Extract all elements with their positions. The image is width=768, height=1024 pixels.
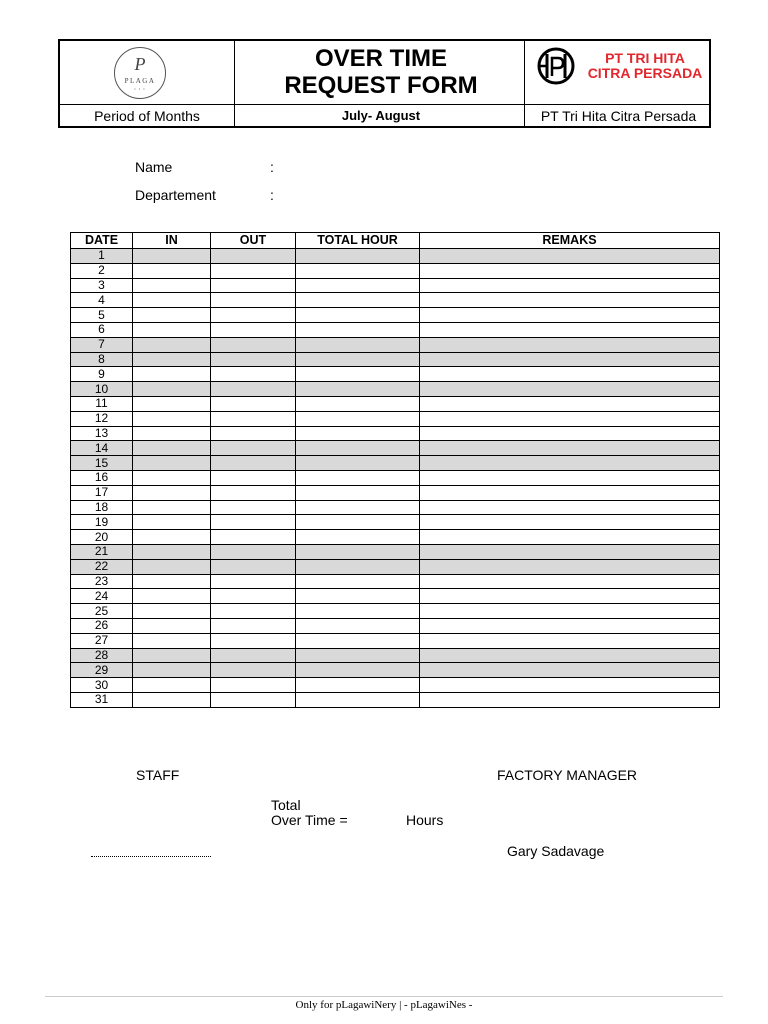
table-row (71, 692, 720, 707)
date-cell: 23 (71, 574, 133, 589)
total-hour-cell[interactable] (296, 308, 420, 323)
in-cell[interactable] (133, 589, 211, 604)
out-cell[interactable] (211, 308, 296, 323)
period-label: Period of Months (94, 108, 200, 124)
table-row (71, 278, 720, 293)
total-label: Total (271, 797, 301, 813)
out-cell[interactable] (211, 648, 296, 663)
total-hour-cell[interactable] (296, 337, 420, 352)
in-cell[interactable] (133, 559, 211, 574)
total-hour-cell[interactable] (296, 293, 420, 308)
name-colon: : (270, 159, 274, 175)
remarks-cell[interactable] (420, 322, 720, 337)
date-cell: 20 (71, 530, 133, 545)
table-row (71, 678, 720, 693)
in-cell[interactable] (133, 663, 211, 678)
remarks-cell[interactable] (420, 500, 720, 515)
remarks-cell[interactable] (420, 411, 720, 426)
table-row (71, 367, 720, 382)
header-divider (234, 41, 235, 126)
in-cell[interactable] (133, 515, 211, 530)
remarks-cell[interactable] (420, 574, 720, 589)
out-cell[interactable] (211, 470, 296, 485)
out-cell[interactable] (211, 589, 296, 604)
out-cell[interactable] (211, 559, 296, 574)
table-body (71, 249, 720, 708)
out-cell[interactable] (211, 618, 296, 633)
in-cell[interactable] (133, 692, 211, 707)
total-hour-cell[interactable] (296, 278, 420, 293)
out-cell[interactable] (211, 367, 296, 382)
remarks-cell[interactable] (420, 441, 720, 456)
date-cell: 16 (71, 470, 133, 485)
date-cell: 5 (71, 308, 133, 323)
remarks-cell[interactable] (420, 456, 720, 471)
company-logo-text (580, 51, 710, 81)
date-cell: 9 (71, 367, 133, 382)
remarks-cell[interactable] (420, 692, 720, 707)
header-total-hour: TOTAL HOUR (296, 233, 420, 249)
out-cell[interactable] (211, 441, 296, 456)
company-emblem-icon (536, 46, 576, 86)
in-cell[interactable] (133, 574, 211, 589)
in-cell[interactable] (133, 604, 211, 619)
form-title (236, 45, 526, 99)
staff-signature-line (91, 856, 211, 857)
in-cell[interactable] (133, 263, 211, 278)
total-hour-cell[interactable] (296, 367, 420, 382)
manager-name: Gary Sadavage (507, 843, 605, 859)
date-cell: 19 (71, 515, 133, 530)
company-name: PT Tri Hita Citra Persada (540, 108, 697, 124)
plaga-logo-text: PLAGA (124, 77, 156, 85)
date-cell: 17 (71, 485, 133, 500)
total-hour-cell[interactable] (296, 633, 420, 648)
table-row (71, 470, 720, 485)
table-row (71, 293, 720, 308)
header-divider (60, 104, 709, 105)
form-title-line2: REQUEST FORM (284, 72, 478, 99)
out-cell[interactable] (211, 663, 296, 678)
plaga-logo-sub: • • • (134, 86, 146, 91)
table-row (71, 396, 720, 411)
remarks-cell[interactable] (420, 633, 720, 648)
company-logo-line2: CITRA PERSADA (587, 65, 703, 81)
remarks-cell[interactable] (420, 530, 720, 545)
name-label: Name (135, 159, 173, 175)
date-cell: 3 (71, 278, 133, 293)
total-hour-cell[interactable] (296, 663, 420, 678)
overtime-table (70, 232, 720, 708)
table-row (71, 441, 720, 456)
hours-label: Hours (406, 812, 444, 828)
in-cell[interactable] (133, 293, 211, 308)
out-cell[interactable] (211, 249, 296, 264)
total-hour-cell[interactable] (296, 530, 420, 545)
table-row (71, 618, 720, 633)
out-cell[interactable] (211, 352, 296, 367)
remarks-cell[interactable] (420, 337, 720, 352)
remarks-cell[interactable] (420, 308, 720, 323)
total-hour-cell[interactable] (296, 500, 420, 515)
in-cell[interactable] (133, 530, 211, 545)
out-cell[interactable] (211, 322, 296, 337)
out-cell[interactable] (211, 396, 296, 411)
table-row (71, 352, 720, 367)
in-cell[interactable] (133, 337, 211, 352)
table-row (71, 648, 720, 663)
in-cell[interactable] (133, 618, 211, 633)
remarks-cell[interactable] (420, 604, 720, 619)
table-row (71, 544, 720, 559)
out-cell[interactable] (211, 278, 296, 293)
remarks-cell[interactable] (420, 249, 720, 264)
in-cell[interactable] (133, 352, 211, 367)
remarks-cell[interactable] (420, 426, 720, 441)
date-cell: 13 (71, 426, 133, 441)
total-hour-cell[interactable] (296, 322, 420, 337)
in-cell[interactable] (133, 678, 211, 693)
table-row (71, 308, 720, 323)
date-cell: 28 (71, 648, 133, 663)
header-date: DATE (71, 233, 133, 249)
table-row (71, 574, 720, 589)
date-cell: 18 (71, 500, 133, 515)
out-cell[interactable] (211, 337, 296, 352)
in-cell[interactable] (133, 367, 211, 382)
date-cell: 15 (71, 456, 133, 471)
table-row (71, 249, 720, 264)
out-cell[interactable] (211, 382, 296, 397)
table-row (71, 530, 720, 545)
date-cell: 7 (71, 337, 133, 352)
overtime-total-label: Over Time = (271, 812, 348, 828)
in-cell[interactable] (133, 633, 211, 648)
form-title-line1: OVER TIME (314, 45, 447, 72)
in-cell[interactable] (133, 544, 211, 559)
date-cell: 8 (71, 352, 133, 367)
out-cell[interactable] (211, 574, 296, 589)
remarks-cell[interactable] (420, 678, 720, 693)
remarks-cell[interactable] (420, 352, 720, 367)
table-row (71, 485, 720, 500)
out-cell[interactable] (211, 426, 296, 441)
out-cell[interactable] (211, 456, 296, 471)
table-row (71, 589, 720, 604)
date-cell: 12 (71, 411, 133, 426)
out-cell[interactable] (211, 411, 296, 426)
total-hour-cell[interactable] (296, 604, 420, 619)
manager-label: FACTORY MANAGER (497, 767, 638, 783)
table-row (71, 500, 720, 515)
in-cell[interactable] (133, 278, 211, 293)
out-cell[interactable] (211, 263, 296, 278)
form-header (58, 39, 711, 128)
header-in: IN (133, 233, 211, 249)
department-colon: : (270, 187, 274, 203)
remarks-cell[interactable] (420, 278, 720, 293)
header-remarks: REMAKS (420, 233, 720, 249)
table-row (71, 411, 720, 426)
in-cell[interactable] (133, 485, 211, 500)
out-cell[interactable] (211, 678, 296, 693)
total-hour-cell[interactable] (296, 470, 420, 485)
table-header-row (71, 233, 720, 249)
date-cell: 30 (71, 678, 133, 693)
out-cell[interactable] (211, 604, 296, 619)
out-cell[interactable] (211, 293, 296, 308)
out-cell[interactable] (211, 692, 296, 707)
in-cell[interactable] (133, 500, 211, 515)
date-cell: 25 (71, 604, 133, 619)
in-cell[interactable] (133, 470, 211, 485)
date-cell: 1 (71, 249, 133, 264)
total-hour-cell[interactable] (296, 352, 420, 367)
out-cell[interactable] (211, 544, 296, 559)
remarks-cell[interactable] (420, 559, 720, 574)
remarks-cell[interactable] (420, 544, 720, 559)
in-cell[interactable] (133, 396, 211, 411)
date-cell: 26 (71, 618, 133, 633)
total-hour-cell[interactable] (296, 485, 420, 500)
remarks-cell[interactable] (420, 618, 720, 633)
table-row (71, 633, 720, 648)
footer-text: Only for pLagawiNery | - pLagawiNes - (295, 999, 473, 1011)
in-cell[interactable] (133, 249, 211, 264)
table-row (71, 382, 720, 397)
table-row (71, 663, 720, 678)
remarks-cell[interactable] (420, 367, 720, 382)
remarks-cell[interactable] (420, 648, 720, 663)
total-hour-cell[interactable] (296, 426, 420, 441)
remarks-cell[interactable] (420, 470, 720, 485)
staff-label: STAFF (136, 767, 180, 783)
total-hour-cell[interactable] (296, 411, 420, 426)
table-row (71, 604, 720, 619)
plaga-logo (114, 47, 166, 99)
table-row (71, 322, 720, 337)
table-row (71, 263, 720, 278)
total-hour-cell[interactable] (296, 263, 420, 278)
department-label: Departement (135, 187, 216, 203)
total-hour-cell[interactable] (296, 456, 420, 471)
period-value: July- August (341, 108, 421, 123)
date-cell: 4 (71, 293, 133, 308)
in-cell[interactable] (133, 322, 211, 337)
total-hour-cell[interactable] (296, 648, 420, 663)
table-row (71, 456, 720, 471)
remarks-cell[interactable] (420, 515, 720, 530)
in-cell[interactable] (133, 411, 211, 426)
remarks-cell[interactable] (420, 263, 720, 278)
total-hour-cell[interactable] (296, 544, 420, 559)
total-hour-cell[interactable] (296, 396, 420, 411)
date-cell: 27 (71, 633, 133, 648)
total-hour-cell[interactable] (296, 574, 420, 589)
table-row (71, 337, 720, 352)
total-hour-cell[interactable] (296, 618, 420, 633)
date-cell: 10 (71, 382, 133, 397)
in-cell[interactable] (133, 382, 211, 397)
out-cell[interactable] (211, 485, 296, 500)
plaga-logo-letter: P (134, 54, 146, 74)
footer-divider (45, 996, 723, 997)
date-cell: 22 (71, 559, 133, 574)
date-cell: 24 (71, 589, 133, 604)
in-cell[interactable] (133, 648, 211, 663)
remarks-cell[interactable] (420, 396, 720, 411)
in-cell[interactable] (133, 441, 211, 456)
date-cell: 11 (71, 396, 133, 411)
total-hour-cell[interactable] (296, 382, 420, 397)
remarks-cell[interactable] (420, 589, 720, 604)
in-cell[interactable] (133, 308, 211, 323)
company-logo-line1: PT TRI HITA (605, 50, 685, 66)
remarks-cell[interactable] (420, 293, 720, 308)
total-hour-cell[interactable] (296, 589, 420, 604)
date-cell: 31 (71, 692, 133, 707)
total-hour-cell[interactable] (296, 441, 420, 456)
total-hour-cell[interactable] (296, 249, 420, 264)
table-row (71, 559, 720, 574)
total-hour-cell[interactable] (296, 559, 420, 574)
out-cell[interactable] (211, 633, 296, 648)
date-cell: 2 (71, 263, 133, 278)
table-row (71, 515, 720, 530)
in-cell[interactable] (133, 456, 211, 471)
table-row (71, 426, 720, 441)
header-out: OUT (211, 233, 296, 249)
total-hour-cell[interactable] (296, 692, 420, 707)
remarks-cell[interactable] (420, 485, 720, 500)
date-cell: 21 (71, 544, 133, 559)
in-cell[interactable] (133, 426, 211, 441)
remarks-cell[interactable] (420, 382, 720, 397)
out-cell[interactable] (211, 500, 296, 515)
out-cell[interactable] (211, 530, 296, 545)
date-cell: 29 (71, 663, 133, 678)
total-hour-cell[interactable] (296, 515, 420, 530)
remarks-cell[interactable] (420, 663, 720, 678)
total-hour-cell[interactable] (296, 678, 420, 693)
date-cell: 14 (71, 441, 133, 456)
out-cell[interactable] (211, 515, 296, 530)
date-cell: 6 (71, 322, 133, 337)
